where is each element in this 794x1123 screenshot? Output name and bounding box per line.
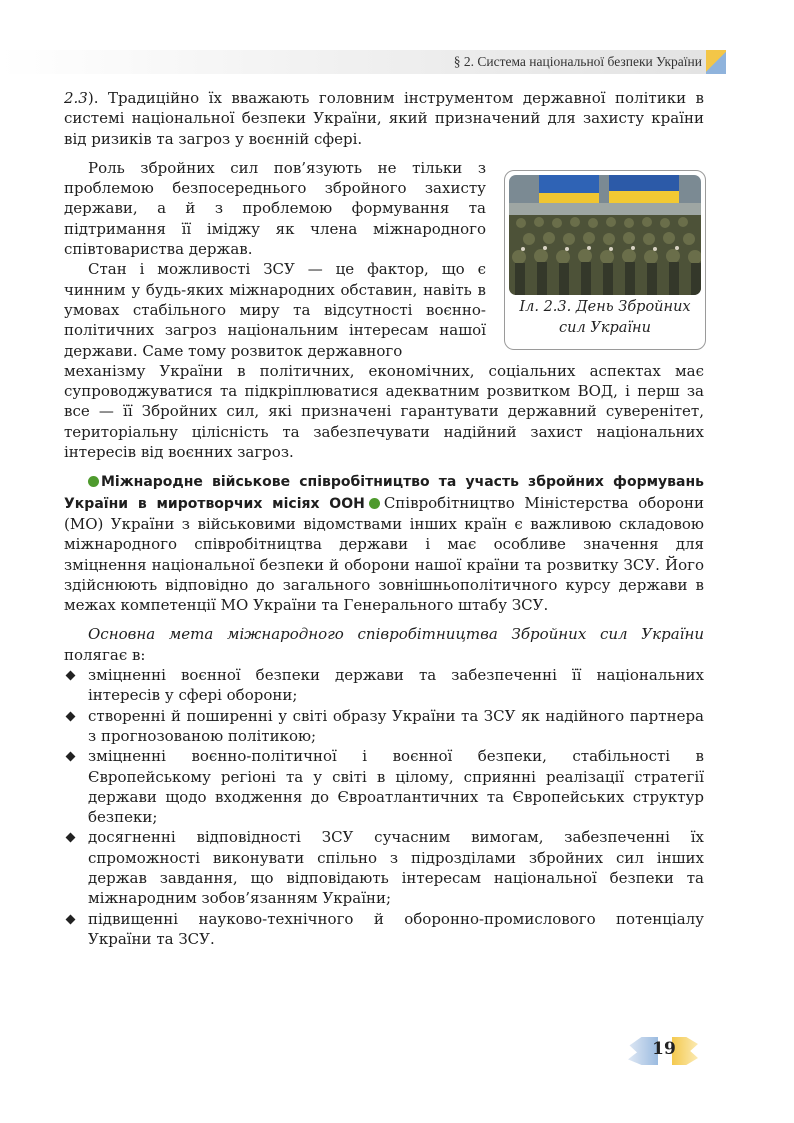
page-number-badge (628, 1035, 698, 1067)
caption-line-2: сил України (559, 320, 651, 336)
diamond-bullet-icon (66, 833, 76, 843)
parade-photo (509, 175, 701, 295)
goal-list (64, 665, 704, 949)
list-item: досягненні відповідності ЗСУ сучасним вимогам, забезпеченні їх спроможності виконувати спільно з підрозділами збройних сил інших держав завдання, що відповідають інтересам національної безпеки та міжнародним зобов’язанням України; (64, 827, 704, 908)
figure-caption (505, 297, 705, 339)
list-item: створенні й поширенні у світі образу України та ЗСУ як надійного партнера з прогнозованою політикою; (64, 706, 704, 747)
goal-italic: Основна мета міжнародного співробітництва Збройних сил України (88, 625, 704, 644)
cooperation-text: Співробітництво Міністерства оборони (МО) України з військовими відомствами інших країн є важливою складовою міжнародного співробітництва держави і має особливе значення для зміцнення національної безпеки й оборони нашої країни та розвитку ЗСУ. Його здійснюють відповідно до загального зовнішньополітичного курсу держави в межах компетенції МО України та Генерального штабу ЗСУ. (64, 493, 704, 615)
intro-paragraph (64, 88, 704, 149)
intro-text: ). Традиційно їх вважають головним інструментом державної політики в системі національної безпеки України, який призначений для захисту країни від ризиків та загроз у воєнній сфері. (64, 89, 704, 148)
green-bullet-icon (88, 476, 99, 487)
goal-rest: полягає в: (64, 645, 146, 664)
list-item: зміцненні воєнно-політичної і воєнної безпеки, стабільності в Європейському регіоні та у світі в цілому, сприянні реалізації стратегії держави щодо входження до Євроатлантичних та Європейських структур безпеки; (64, 746, 704, 827)
state-paragraph-rest: механізму України в політичних, економічних, соціальних аспектах має супроводжуватися та підкріплюватися адекватним розвитком ВОД, і перш за все — її Збройних сил, які призначені гарантувати державний суверенітет, територіальну цілісність та забезпечувати надійний захист національних інтересів від воєнних загроз. (64, 361, 704, 462)
page-number: 19 (652, 1039, 676, 1059)
list-item: зміцненні воєнної безпеки держави та забезпеченні її національних інтересів у сфері оборони; (64, 665, 704, 706)
section-title: § 2. Система національної безпеки України (453, 54, 702, 69)
role-paragraph: Роль збройних сил пов’язують не тільки з проблемою безпосереднього збройного захисту держави, а й з проблемою формування та підтримання її іміджу як члена міжнародного співтовариства держав. (64, 158, 486, 259)
green-bullet-icon (369, 498, 380, 509)
figure-armed-forces-day (504, 170, 706, 350)
goal-paragraph (64, 624, 704, 665)
diamond-bullet-icon (66, 914, 76, 924)
diamond-bullet-icon (66, 671, 76, 681)
cooperation-paragraph (64, 471, 704, 615)
cooperation-heading: Міжнародне військове співробітництво та участь збройних формувань України в миротворчих місіях ООН (64, 474, 704, 512)
header-corner-tab (706, 50, 726, 74)
list-item: підвищенні науково-технічного й оборонно-промислового потенціалу України та ЗСУ. (64, 909, 704, 950)
diamond-bullet-icon (66, 752, 76, 762)
intro-ref: 2.3 (64, 89, 88, 107)
caption-line-1: Іл. 2.3. День Збройних (519, 299, 691, 315)
state-paragraph-wrapped: Стан і можливості ЗСУ — це фактор, що є чинним у будь-яких міжнародних обставин, навіть в умовах стабільного миру та відсутності воєнно-політичних загроз національним інтересам нашої держави. Саме тому розвиток державного (64, 260, 486, 360)
diamond-bullet-icon (66, 711, 76, 721)
